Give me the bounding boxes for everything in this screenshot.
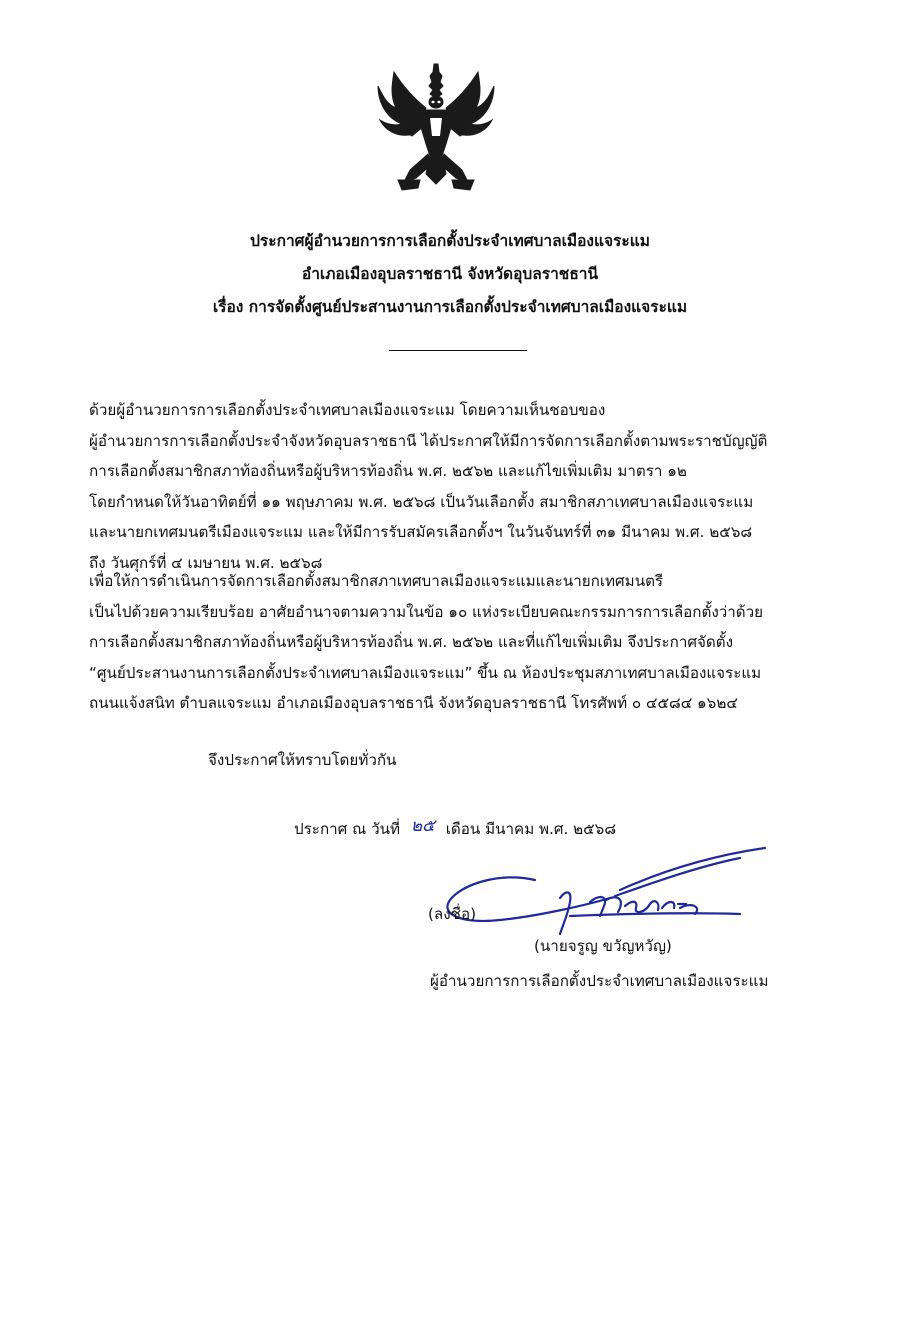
garuda-emblem-icon: [376, 62, 496, 194]
header-divider: [389, 350, 527, 351]
body-paragraph-1: ด้วยผู้อำนวยการการเลือกตั้งประจำเทศบาลเมืองแจระแม โดยความเห็นชอบของ ผู้อำนวยการการเลือกตั้งประจำจังหวัดอุบลราชธานี ได้ประกาศให้มีการจัดการเลือกตั้งตามพระราชบัญญัติ การเลือกตั้งสมาชิกสภาท้องถิ่นหรือผู้บริหารท้องถิ่น พ.ศ. ๒๕๖๒ และแก้ไขเพิ่มเติม มาตรา ๑๒ โดยกำหนดให้วันอาทิตย์ที่ ๑๑ พฤษภาคม พ.ศ. ๒๕๖๘ เป็นวันเลือกตั้ง สมาชิกสภาเทศบาลเมืองแจระแม และนายกเทศมนตรีเมืองแจระแม และให้มีการรับสมัครเลือกตั้งฯ ในวันจันทร์ที่ ๓๑ มีนาคม พ.ศ. ๒๕๖๘ ถึง วันศุกร์ที่ ๔ เมษายน พ.ศ. ๒๕๖๘: [89, 401, 768, 572]
signer-position: ผู้อำนวยการการเลือกตั้งประจำเทศบาลเมืองแจระแม: [430, 972, 769, 990]
given-date-day: ๒๕: [410, 816, 435, 836]
announcement-title: ประกาศผู้อำนวยการการเลือกตั้งประจำเทศบาลเมืองแจระแม: [250, 232, 650, 250]
signature-label: (ลงชื่อ): [428, 905, 477, 923]
given-date-suffix: เดือน มีนาคม พ.ศ. ๒๕๖๘: [445, 820, 617, 838]
given-date-prefix: ประกาศ ณ วันที่: [294, 820, 400, 838]
body-paragraph-2: เพื่อให้การดำเนินการจัดการเลือกตั้งสมาชิกสภาเทศบาลเมืองแจระแมและนายกเทศมนตรี เป็นไปด้วยความเรียบร้อย อาศัยอำนาจตามความในข้อ ๑๐ แห่งระเบียบคณะกรรมการการเลือกตั้งว่าด้วย การเลือกตั้งสมาชิกสภาท้องถิ่นหรือผู้บริหารท้องถิ่น พ.ศ. ๒๕๖๒ และที่แก้ไขเพิ่มเติม จึงประกาศจัดตั้ง “ศูนย์ประสานงานการเลือกตั้งประจำเทศบาลเมืองแจระแม” ขึ้น ณ ห้องประชุมสภาเทศบาลเมืองแจระแม ถนนแจ้งสนิท ตำบลแจระแม อำเภอเมืองอุบลราชธานี จังหวัดอุบลราชธานี โทรศัพท์ ๐ ๔๕๘๔ ๑๖๒๔: [89, 572, 764, 712]
announcement-location: อำเภอเมืองอุบลราชธานี จังหวัดอุบลราชธานี: [301, 265, 599, 283]
announcement-subject: เรื่อง การจัดตั้งศูนย์ประสานงานการเลือกตั้งประจำเทศบาลเมืองแจระแม: [212, 298, 688, 316]
signer-name: (นายจรูญ ขวัญหวัญ): [534, 937, 672, 955]
closing-statement: จึงประกาศให้ทราบโดยทั่วกัน: [208, 751, 397, 769]
given-date-line: [294, 818, 616, 840]
